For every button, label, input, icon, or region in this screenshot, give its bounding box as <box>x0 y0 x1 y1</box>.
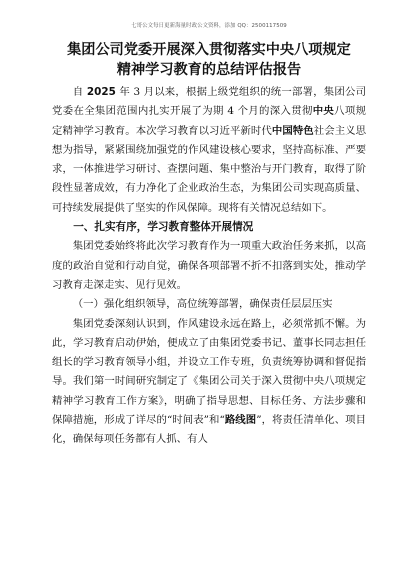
intro-text-d: 社会主义思想为指导，紧紧围绕加强党的作风建设核心要求，坚持高标准、严要求，一体推进学习研讨、查摆问题、集中整治与开门教育，取得了阶段性显著成效，有力净化了企业政治生态，为集团公司实现高质量、可持续发展提供了坚实的作风保障。现将有关情况总结如下。 <box>52 124 367 214</box>
intro-bold-central: 中央 <box>312 105 335 118</box>
intro-text-a: 自 <box>72 86 87 98</box>
title-line-2: 精神学习教育的总结评估报告 <box>116 62 302 78</box>
section-1-heading: 一、扎实有序，学习教育整体开展情况 <box>73 221 254 234</box>
title-line-1: 集团公司党委开展深入贯彻落实中央八项规定 <box>67 42 351 58</box>
subsection-1-text-end: ”，将责任清单化、项目化，确保每项任务都有人抓、有人 <box>52 414 367 446</box>
intro-text-c: 八项规定精神学习教育。本次学习教育以习近平新时代 <box>52 105 367 137</box>
intro-bold-chinese-characteristics: 中国特色 <box>271 124 314 137</box>
intro-text-b: 年 3 月以来，根据上级党组织的统一部署，集团公司党委在全集团范围内扎实开展了为期 4 个月的深入贯彻 <box>52 86 366 118</box>
header-note: 七哥公文每日更新海量时政公文资料，添加 QQ：2500117509 <box>131 23 287 29</box>
intro-year: 2025 <box>86 86 116 98</box>
subsection-1-paragraph <box>52 315 366 450</box>
intro-paragraph <box>52 83 366 218</box>
document-title <box>52 40 366 80</box>
subsection-1-heading: （一）强化组织领导，高位统筹部署，确保责任层层压实 <box>72 298 333 311</box>
section-1-paragraph: 集团党委始终将此次学习教育作为一项重大政治任务来抓，以高度的政治自觉和行动自觉，确保各项部署不折不扣落到实处，推动学习教育走深走实、见行见效。 <box>52 240 366 291</box>
subsection-1-bold-roadmap: 路线图 <box>224 414 257 427</box>
subsection-1-text: 集团党委深刻认识到，作风建设永远在路上，必须常抓不懈。为此，学习教育启动伊始，便成立了由集团党委书记、董事长同志担任组长的学习教育领导小组，并设立工作专班，负责统筹协调和督促指导。我们第一时间研究制定了《集团公司关于深入贯彻中央八项规定精神学习教育工作方案》，明确了指导思想、目标任务、方法步骤和保障措施，形成了详尽的“时间表”和“ <box>52 317 366 427</box>
